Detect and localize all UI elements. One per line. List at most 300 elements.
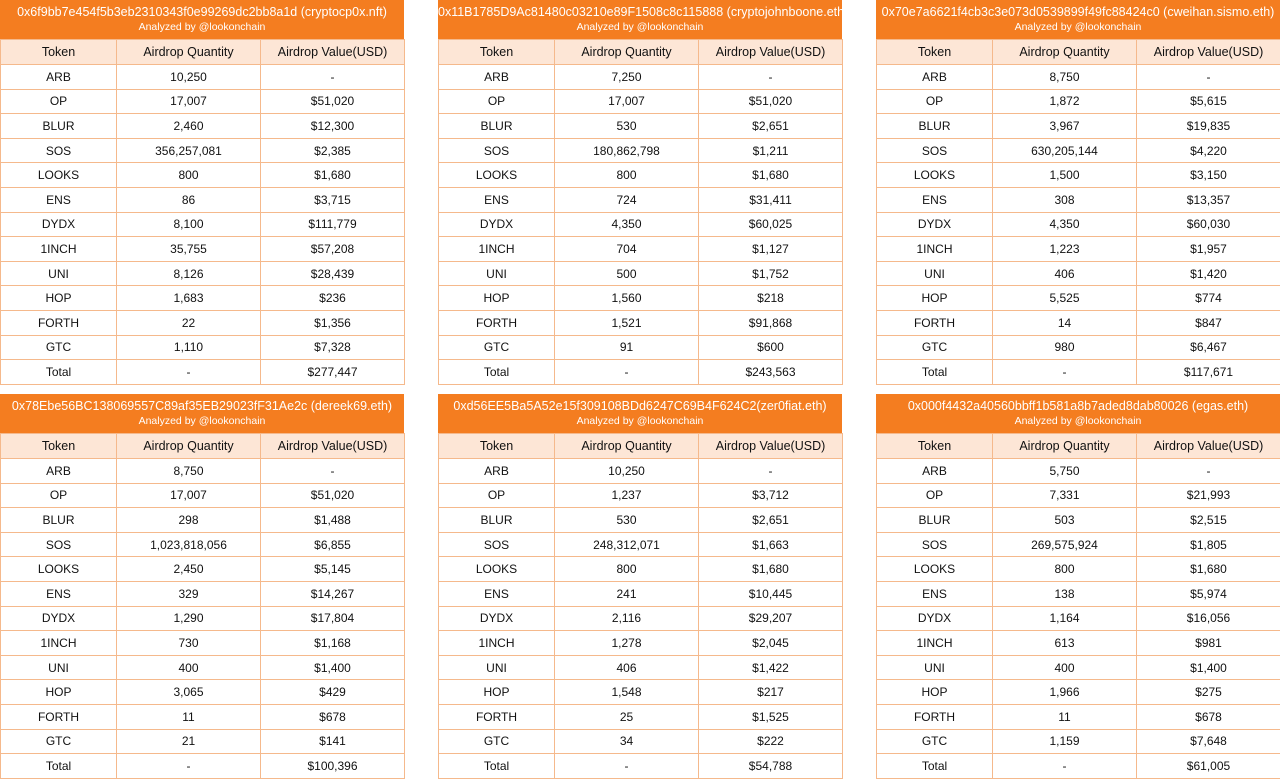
table-row [1,631,405,656]
token-cell: UNI [1,655,117,680]
table-row [439,557,843,582]
quantity-cell: 34 [555,729,699,754]
value-cell: $57,208 [261,237,405,262]
token-cell: DYDX [877,606,993,631]
value-cell: $91,868 [699,310,843,335]
value-cell: $13,357 [1137,187,1280,212]
quantity-cell: 1,164 [993,606,1137,631]
table-row [877,187,1280,212]
quantity-cell: 11 [993,704,1137,729]
value-cell: $243,563 [699,360,843,385]
quantity-cell: 1,560 [555,286,699,311]
table-row [1,187,405,212]
table-row [877,310,1280,335]
value-cell: $14,267 [261,581,405,606]
value-cell: $29,207 [699,606,843,631]
table-row [877,138,1280,163]
table-header-row [1,434,405,459]
quantity-cell: - [117,754,261,779]
quantity-cell: 1,548 [555,680,699,705]
quantity-cell: 3,065 [117,680,261,705]
quantity-cell: 308 [993,187,1137,212]
quantity-cell: 17,007 [555,89,699,114]
value-cell: $100,396 [261,754,405,779]
value-cell: $981 [1137,631,1280,656]
table-row [1,557,405,582]
column-header-quantity: Airdrop Quantity [555,40,699,65]
column-header-value: Airdrop Value(USD) [699,40,843,65]
value-cell: $2,515 [1137,508,1280,533]
quantity-cell: 356,257,081 [117,138,261,163]
table-row [1,237,405,262]
token-cell: 1INCH [439,237,555,262]
airdrop-table [0,433,405,779]
token-cell: LOOKS [439,163,555,188]
table-row [439,114,843,139]
table-row [439,680,843,705]
table-row [1,212,405,237]
quantity-cell: - [993,754,1137,779]
analyzed-by-label: Analyzed by @lookonchain [876,414,1280,429]
table-header-row [1,40,405,65]
value-cell: $1,525 [699,704,843,729]
token-cell: DYDX [877,212,993,237]
value-cell: $1,680 [699,557,843,582]
value-cell: $51,020 [261,89,405,114]
quantity-cell: 800 [555,163,699,188]
value-cell: $61,005 [1137,754,1280,779]
token-cell: LOOKS [877,557,993,582]
value-cell: $117,671 [1137,360,1280,385]
quantity-cell: 406 [993,261,1137,286]
column-header-token: Token [439,40,555,65]
table-row [877,754,1280,779]
airdrop-table [0,39,405,385]
table-row [877,459,1280,484]
token-cell: SOS [1,532,117,557]
token-cell: ENS [439,581,555,606]
analyzed-by-label: Analyzed by @lookonchain [438,20,842,35]
value-cell: $6,855 [261,532,405,557]
value-cell: $1,127 [699,237,843,262]
value-cell: $218 [699,286,843,311]
column-header-token: Token [439,434,555,459]
quantity-cell: 2,460 [117,114,261,139]
quantity-cell: 11 [117,704,261,729]
quantity-cell: 1,159 [993,729,1137,754]
table-row [877,212,1280,237]
quantity-cell: 1,237 [555,483,699,508]
wallet-address: 0xd56EE5Ba5A52e15f309108BDd6247C69B4F624C2(zer0fiat.eth) [438,398,842,414]
value-cell: $2,651 [699,508,843,533]
table-row [877,65,1280,90]
table-row [877,532,1280,557]
quantity-cell: - [993,360,1137,385]
column-header-quantity: Airdrop Quantity [117,434,261,459]
value-cell: $21,993 [1137,483,1280,508]
table-row [877,655,1280,680]
table-row [1,704,405,729]
value-cell: $1,420 [1137,261,1280,286]
quantity-cell: 25 [555,704,699,729]
token-cell: FORTH [439,310,555,335]
value-cell: $1,752 [699,261,843,286]
token-cell: ENS [1,187,117,212]
column-header-value: Airdrop Value(USD) [1137,40,1280,65]
quantity-cell: 4,350 [555,212,699,237]
table-row [877,237,1280,262]
analyzed-by-label: Analyzed by @lookonchain [438,414,842,429]
value-cell: $17,804 [261,606,405,631]
token-cell: ENS [1,581,117,606]
token-cell: Total [1,360,117,385]
value-cell: $51,020 [261,483,405,508]
panel-header [0,0,404,39]
quantity-cell: - [117,360,261,385]
quantity-cell: 503 [993,508,1137,533]
wallet-address: 0x70e7a6621f4cb3c3e073d0539899f49fc88424c0 (cweihan.sismo.eth) [876,4,1280,20]
value-cell: $1,400 [1137,655,1280,680]
token-cell: SOS [439,532,555,557]
quantity-cell: 1,872 [993,89,1137,114]
value-cell: $54,788 [699,754,843,779]
value-cell: $28,439 [261,261,405,286]
airdrop-table [438,39,843,385]
quantity-cell: 1,966 [993,680,1137,705]
table-row [877,360,1280,385]
airdrop-panel [876,394,1280,779]
token-cell: GTC [877,729,993,754]
quantity-cell: 630,205,144 [993,138,1137,163]
quantity-cell: 1,683 [117,286,261,311]
token-cell: HOP [1,680,117,705]
table-row [877,483,1280,508]
token-cell: UNI [877,261,993,286]
value-cell: $3,150 [1137,163,1280,188]
token-cell: DYDX [1,212,117,237]
quantity-cell: 298 [117,508,261,533]
quantity-cell: 8,126 [117,261,261,286]
value-cell: $1,211 [699,138,843,163]
token-cell: DYDX [439,212,555,237]
token-cell: GTC [439,729,555,754]
token-cell: HOP [439,680,555,705]
quantity-cell: 17,007 [117,89,261,114]
value-cell: $141 [261,729,405,754]
table-row [877,508,1280,533]
airdrop-table [876,39,1280,385]
column-header-quantity: Airdrop Quantity [993,40,1137,65]
quantity-cell: 1,223 [993,237,1137,262]
table-row [439,237,843,262]
quantity-cell: 400 [993,655,1137,680]
column-header-value: Airdrop Value(USD) [261,434,405,459]
value-cell: $12,300 [261,114,405,139]
table-row [439,310,843,335]
token-cell: LOOKS [439,557,555,582]
token-cell: ARB [439,65,555,90]
table-row [877,631,1280,656]
table-row [439,138,843,163]
table-row [439,261,843,286]
table-row [877,557,1280,582]
quantity-cell: 17,007 [117,483,261,508]
table-row [1,606,405,631]
table-row [1,655,405,680]
table-row [1,581,405,606]
quantity-cell: 8,750 [993,65,1137,90]
table-row [1,360,405,385]
value-cell: $847 [1137,310,1280,335]
quantity-cell: - [555,754,699,779]
panel-header [438,0,842,39]
quantity-cell: 2,116 [555,606,699,631]
airdrop-panel [0,0,404,385]
token-cell: OP [877,483,993,508]
token-cell: DYDX [1,606,117,631]
value-cell: $678 [1137,704,1280,729]
value-cell: $1,805 [1137,532,1280,557]
quantity-cell: 91 [555,335,699,360]
table-row [439,335,843,360]
value-cell: $60,025 [699,212,843,237]
value-cell: - [1137,459,1280,484]
table-row [877,286,1280,311]
token-cell: Total [439,360,555,385]
token-cell: HOP [439,286,555,311]
quantity-cell: 35,755 [117,237,261,262]
column-header-token: Token [1,434,117,459]
table-row [439,483,843,508]
table-header-row [877,434,1280,459]
token-cell: LOOKS [1,557,117,582]
table-row [1,261,405,286]
analyzed-by-label: Analyzed by @lookonchain [0,20,404,35]
table-row [1,163,405,188]
value-cell: $2,651 [699,114,843,139]
table-row [1,729,405,754]
table-row [439,187,843,212]
table-row [439,729,843,754]
panel-header [0,394,404,433]
value-cell: - [699,459,843,484]
table-row [877,163,1280,188]
table-row [439,532,843,557]
value-cell: $1,422 [699,655,843,680]
table-header-row [439,434,843,459]
table-row [439,631,843,656]
quantity-cell: 329 [117,581,261,606]
value-cell: $10,445 [699,581,843,606]
quantity-cell: 3,967 [993,114,1137,139]
quantity-cell: 500 [555,261,699,286]
table-row [1,754,405,779]
quantity-cell: 800 [555,557,699,582]
table-row [877,680,1280,705]
token-cell: ENS [877,187,993,212]
table-row [1,532,405,557]
token-cell: SOS [439,138,555,163]
value-cell: $3,715 [261,187,405,212]
panel-header [438,394,842,433]
token-cell: UNI [439,261,555,286]
quantity-cell: 530 [555,114,699,139]
quantity-cell: 400 [117,655,261,680]
quantity-cell: 1,521 [555,310,699,335]
token-cell: 1INCH [877,631,993,656]
value-cell: $31,411 [699,187,843,212]
quantity-cell: 1,278 [555,631,699,656]
column-header-quantity: Airdrop Quantity [117,40,261,65]
table-header-row [439,40,843,65]
value-cell: $275 [1137,680,1280,705]
value-cell: $4,220 [1137,138,1280,163]
value-cell: $678 [261,704,405,729]
table-row [1,459,405,484]
token-cell: 1INCH [439,631,555,656]
analyzed-by-label: Analyzed by @lookonchain [0,414,404,429]
quantity-cell: 22 [117,310,261,335]
value-cell: $6,467 [1137,335,1280,360]
quantity-cell: 4,350 [993,212,1137,237]
value-cell: - [261,459,405,484]
token-cell: BLUR [877,114,993,139]
token-cell: SOS [877,532,993,557]
table-row [877,606,1280,631]
token-cell: ARB [1,459,117,484]
column-header-value: Airdrop Value(USD) [1137,434,1280,459]
quantity-cell: 86 [117,187,261,212]
table-row [877,89,1280,114]
quantity-cell: 241 [555,581,699,606]
wallet-address: 0x78Ebe56BC138069557C89af35EB29023fF31Ae2c (dereek69.eth) [0,398,404,414]
table-row [439,163,843,188]
quantity-cell: 724 [555,187,699,212]
quantity-cell: 14 [993,310,1137,335]
value-cell: $1,680 [699,163,843,188]
quantity-cell: - [555,360,699,385]
table-row [439,89,843,114]
quantity-cell: 7,250 [555,65,699,90]
table-row [877,581,1280,606]
token-cell: GTC [439,335,555,360]
value-cell: $236 [261,286,405,311]
table-row [1,310,405,335]
value-cell: $2,045 [699,631,843,656]
column-header-quantity: Airdrop Quantity [555,434,699,459]
token-cell: Total [877,754,993,779]
token-cell: FORTH [1,310,117,335]
quantity-cell: 269,575,924 [993,532,1137,557]
airdrop-panel [438,394,842,779]
table-row [439,212,843,237]
token-cell: OP [439,89,555,114]
value-cell: $7,648 [1137,729,1280,754]
value-cell: $60,030 [1137,212,1280,237]
token-cell: OP [1,89,117,114]
value-cell: $2,385 [261,138,405,163]
token-cell: Total [439,754,555,779]
token-cell: ARB [1,65,117,90]
token-cell: HOP [877,680,993,705]
quantity-cell: 1,023,818,056 [117,532,261,557]
table-header-row [877,40,1280,65]
quantity-cell: 180,862,798 [555,138,699,163]
token-cell: OP [439,483,555,508]
value-cell: $7,328 [261,335,405,360]
table-row [1,335,405,360]
value-cell: $16,056 [1137,606,1280,631]
token-cell: BLUR [1,114,117,139]
token-cell: ENS [439,187,555,212]
quantity-cell: 1,290 [117,606,261,631]
value-cell: $1,680 [1137,557,1280,582]
value-cell: $600 [699,335,843,360]
column-header-token: Token [877,434,993,459]
quantity-cell: 800 [993,557,1137,582]
quantity-cell: 530 [555,508,699,533]
quantity-cell: 7,331 [993,483,1137,508]
table-row [877,704,1280,729]
token-cell: LOOKS [1,163,117,188]
token-cell: OP [877,89,993,114]
table-row [439,704,843,729]
airdrop-panel [438,0,842,385]
quantity-cell: 8,750 [117,459,261,484]
table-row [439,581,843,606]
airdrop-panel [0,394,404,779]
wallet-address: 0x11B1785D9Ac81480c03210e89F1508c8c115888 (cryptojohnboone.eth) [438,4,842,20]
table-row [1,508,405,533]
token-cell: Total [1,754,117,779]
column-header-token: Token [877,40,993,65]
table-row [877,729,1280,754]
quantity-cell: 730 [117,631,261,656]
table-row [1,286,405,311]
token-cell: GTC [877,335,993,360]
table-row [1,89,405,114]
token-cell: 1INCH [1,237,117,262]
wallet-address: 0x6f9bb7e454f5b3eb2310343f0e99269dc2bb8a1d (cryptocp0x.nft) [0,4,404,20]
token-cell: LOOKS [877,163,993,188]
token-cell: BLUR [1,508,117,533]
value-cell: $5,145 [261,557,405,582]
token-cell: BLUR [439,114,555,139]
quantity-cell: 5,750 [993,459,1137,484]
quantity-cell: 1,110 [117,335,261,360]
column-header-quantity: Airdrop Quantity [993,434,1137,459]
value-cell: - [699,65,843,90]
table-row [439,606,843,631]
quantity-cell: 248,312,071 [555,532,699,557]
token-cell: ARB [877,65,993,90]
token-cell: 1INCH [1,631,117,656]
airdrop-panel [876,0,1280,385]
value-cell: $1,663 [699,532,843,557]
quantity-cell: 138 [993,581,1137,606]
table-row [877,261,1280,286]
value-cell: $5,974 [1137,581,1280,606]
column-header-value: Airdrop Value(USD) [261,40,405,65]
value-cell: - [1137,65,1280,90]
table-row [439,65,843,90]
quantity-cell: 21 [117,729,261,754]
token-cell: HOP [877,286,993,311]
quantity-cell: 406 [555,655,699,680]
quantity-cell: 10,250 [555,459,699,484]
column-header-token: Token [1,40,117,65]
table-row [1,680,405,705]
